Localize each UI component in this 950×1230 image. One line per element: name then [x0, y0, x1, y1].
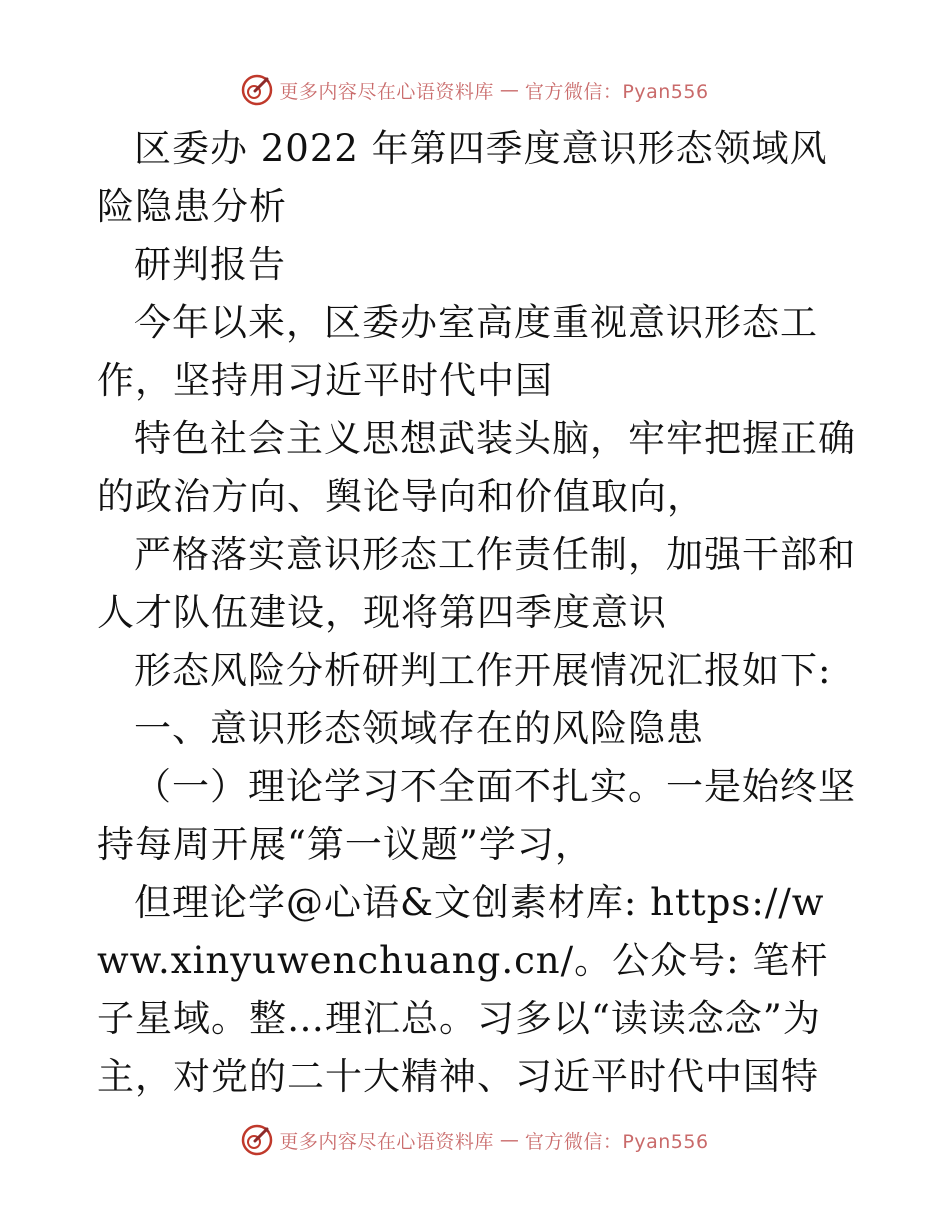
watermark-wechat: 官方微信：Pyan556: [524, 1130, 709, 1153]
watermark-text: 更多内容尽在心语资料库: [279, 80, 494, 103]
brand-logo-icon: [241, 74, 273, 106]
paragraph: 但理论学@心语&文创素材库: https://www.xinyuwenchuang.cn/。公众号: 笔杆子星域。整…理汇总。习多以“读读念念”为主，对党的二十大精神、习近平时代中国特: [97, 881, 829, 1098]
watermark-separator: —: [499, 1129, 519, 1151]
paragraph: 形态风险分析研判工作开展情况汇报如下:: [134, 649, 832, 692]
document-subtitle: 研判报告: [134, 243, 286, 286]
document-body: [97, 120, 857, 1106]
watermark-text: 更多内容尽在心语资料库: [279, 1130, 494, 1153]
section-heading: 一、意识形态领域存在的风险隐患: [134, 707, 704, 750]
document-title: 区委办 2022 年第四季度意识形态领域风险隐患分析: [97, 127, 828, 228]
paragraph: 特色社会主义思想武装头脑，牢牢把握正确的政治方向、舆论导向和价值取向，: [97, 417, 856, 518]
footer-watermark: [0, 1124, 950, 1156]
brand-logo-icon: [241, 1124, 273, 1156]
paragraph: （一）理论学习不全面不扎实。一是始终坚持每周开展“第一议题”学习，: [97, 765, 856, 866]
header-watermark: [0, 74, 950, 106]
paragraph: 今年以来，区委办室高度重视意识形态工作，坚持用习近平时代中国: [97, 301, 818, 402]
watermark-separator: —: [499, 79, 519, 101]
watermark-wechat: 官方微信：Pyan556: [524, 80, 709, 103]
paragraph: 严格落实意识形态工作责任制，加强干部和人才队伍建设，现将第四季度意识: [97, 533, 856, 634]
